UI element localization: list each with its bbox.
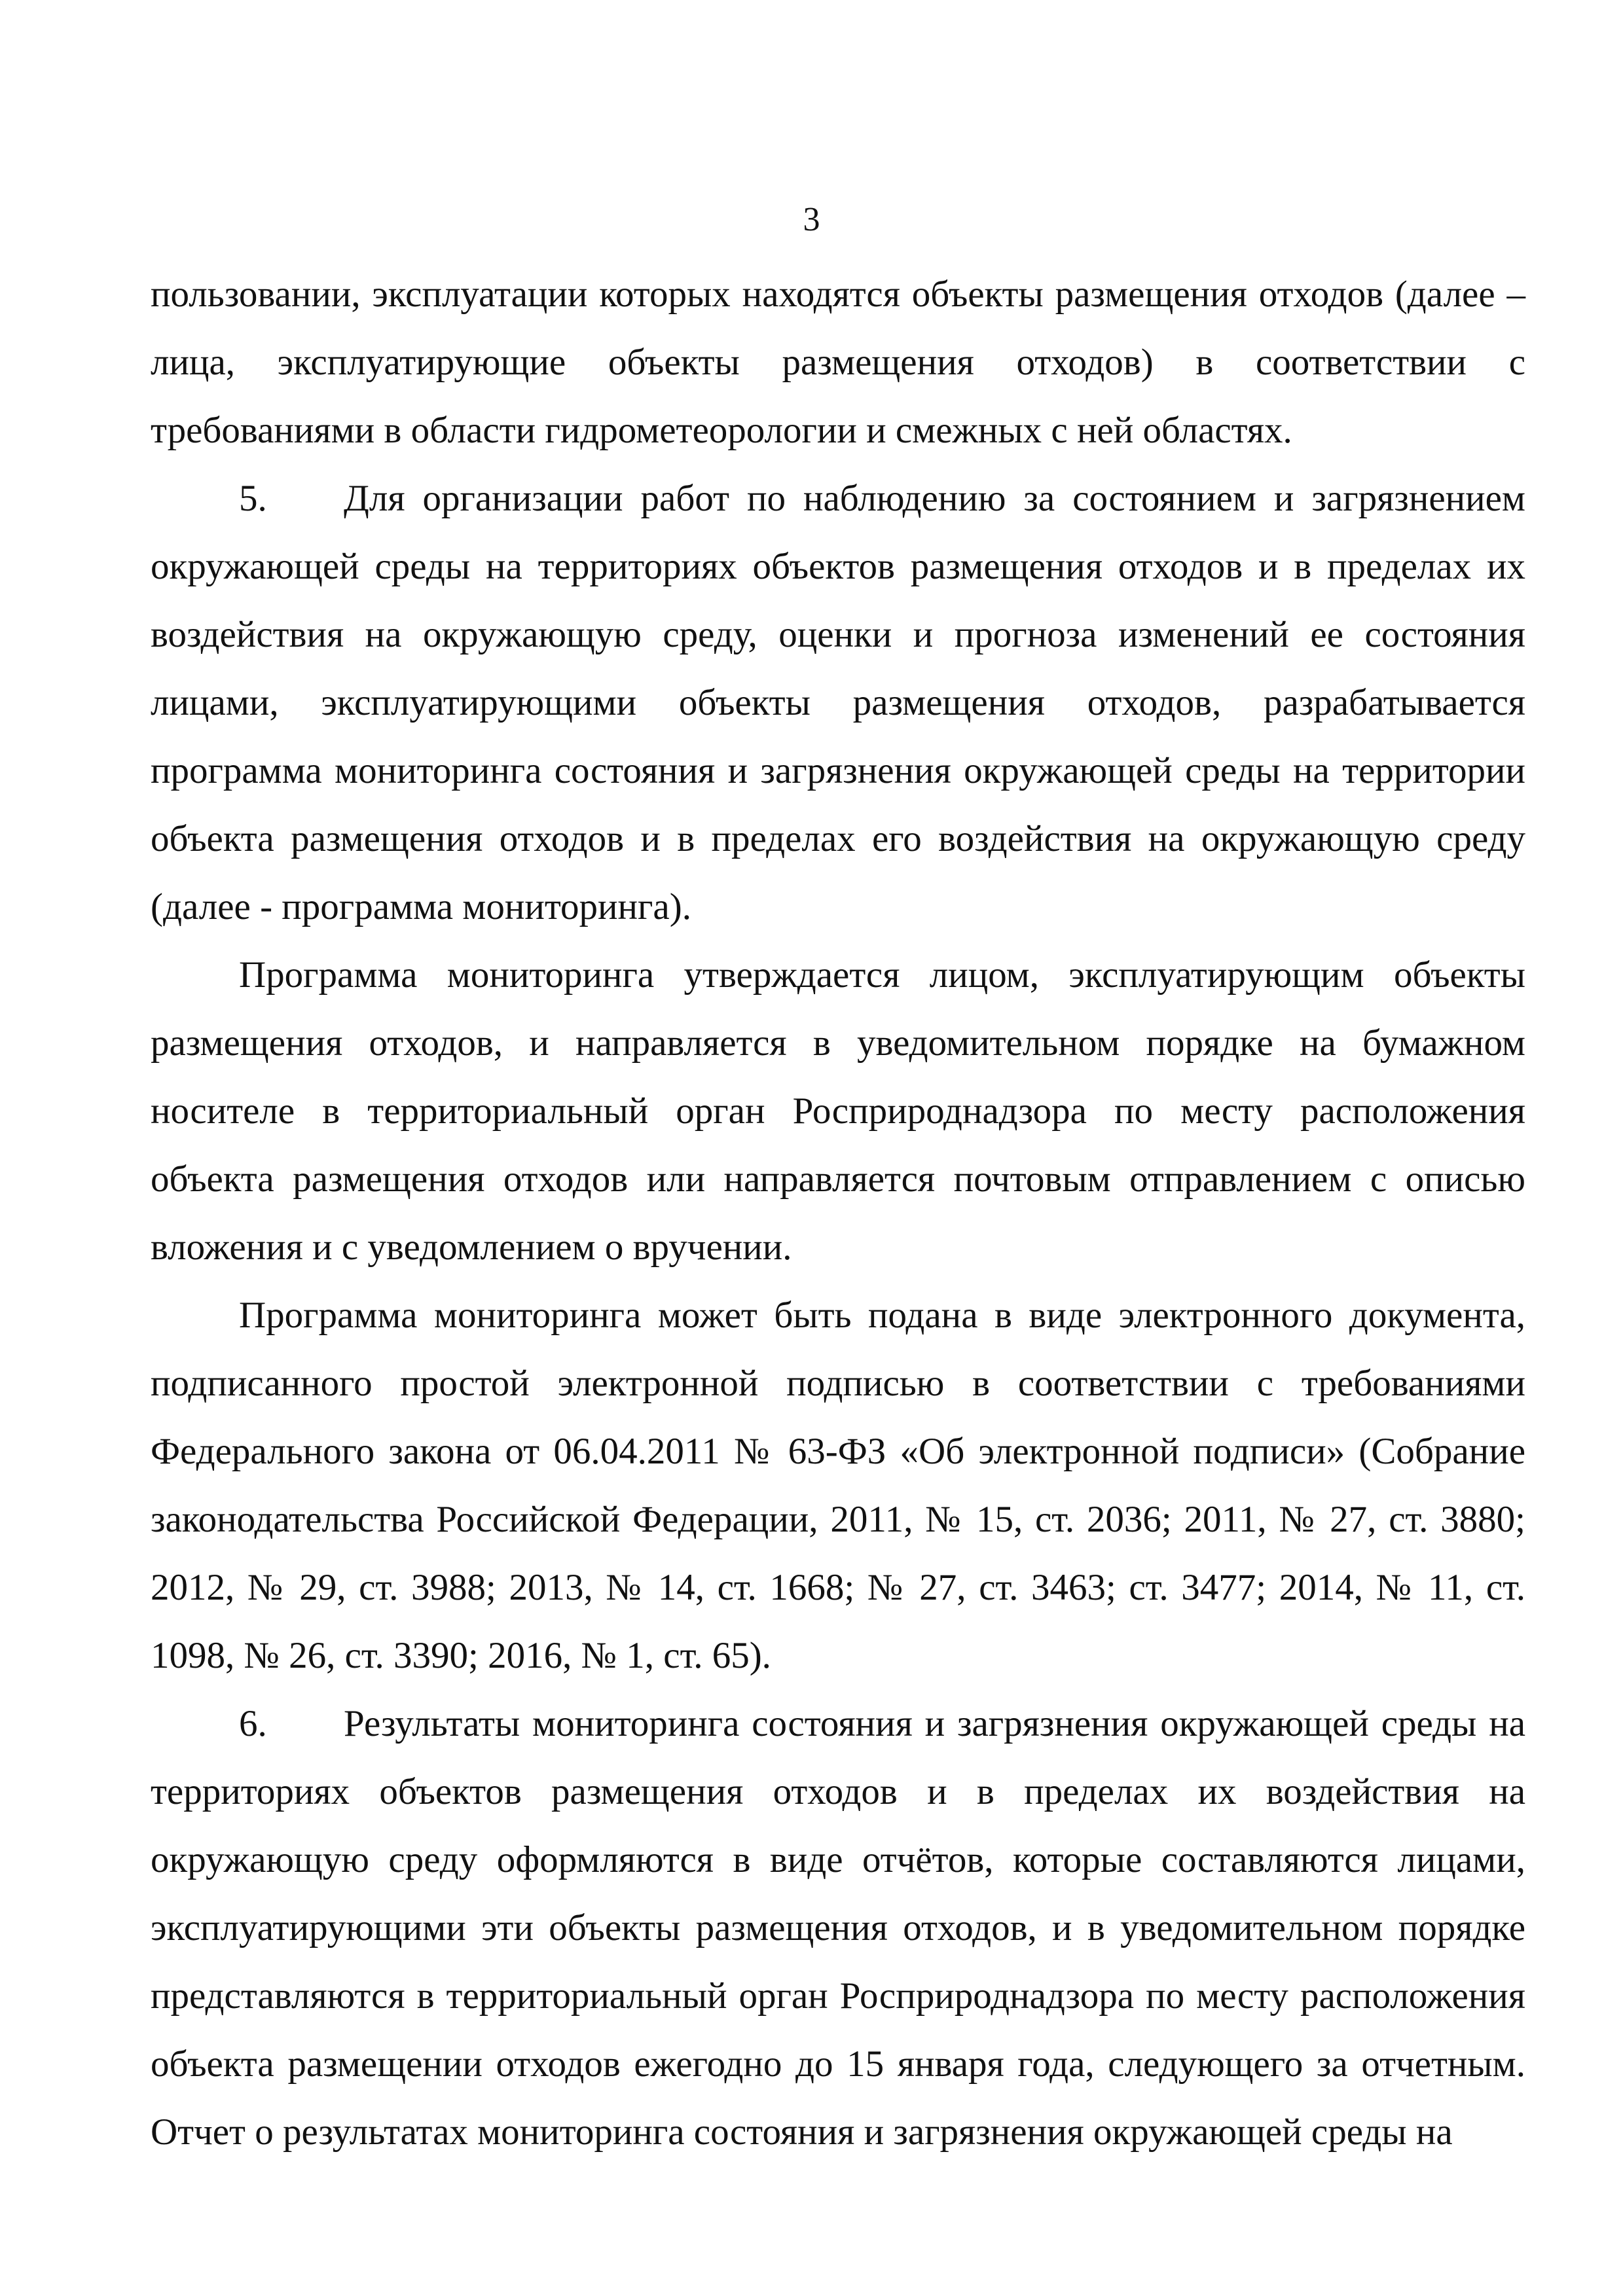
paragraph-number: 5. bbox=[239, 478, 267, 519]
paragraph-electronic-submission bbox=[151, 1282, 1525, 1690]
paragraph-program-approval bbox=[151, 941, 1525, 1282]
paragraph-continuation bbox=[151, 260, 1525, 465]
page-number: 3 bbox=[803, 201, 820, 238]
paragraph-text: Программа мониторинга утверждается лицом, эксплуатирующим объекты размещения отходов, и направляется в уведомительном порядке на бумажном носителе в территориальный орган Росприроднадзора по месту расположения объекта размещения отходов или направляется почтовым отправлением с описью вложения и с уведомлением о вручении. bbox=[151, 954, 1525, 1268]
paragraph-item-5 bbox=[151, 465, 1525, 941]
paragraph-text: Программа мониторинга может быть подана в виде электронного документа, подписанного простой электронной подписью в соответствии с требованиями Федерального закона от 06.04.2011 № 63-ФЗ «Об электронной подписи» (Собрание законодательства Российской Федерации, 2011, № 15, ст. 2036; 2011, № 27, ст. 3880; 2012, № 29, ст. 3988; 2013, № 14, ст. 1668; № 27, ст. 3463; ст. 3477; 2014, № 11, ст. 1098, № 26, ст. 3390; 2016, № 1, ст. 65). bbox=[151, 1295, 1525, 1676]
paragraph-text: Результаты мониторинга состояния и загрязнения окружающей среды на территориях объектов размещения отходов и в пределах их воздействия на окружающую среду оформляются в виде отчётов, которые составляются лицами, эксплуатирующими эти объекты размещения отходов, и в уведомительном порядке представляются в территориальный орган Росприроднадзора по месту расположения объекта размещении отходов ежегодно до 15 января года, следующего за отчетным. Отчет о результатах мониторинга состояния и загрязнения окружающей среды на bbox=[151, 1703, 1525, 2153]
paragraph-item-6 bbox=[151, 1690, 1525, 2166]
document-body bbox=[151, 260, 1525, 2166]
paragraph-number: 6. bbox=[239, 1703, 267, 1744]
paragraph-text: Для организации работ по наблюдению за состоянием и загрязнением окружающей среды на территориях объектов размещения отходов и в пределах их воздействия на окружающую среду, оценки и прогноза изменений ее состояния лицами, эксплуатирующими объекты размещения отходов, разрабатывается программа мониторинга состояния и загрязнения окружающей среды на территории объекта размещения отходов и в пределах его воздействия на окружающую среду (далее - программа мониторинга). bbox=[151, 478, 1525, 927]
paragraph-text: пользовании, эксплуатации которых находятся объекты размещения отходов (далее – лица, эксплуатирующие объекты размещения отходов) в соответствии с требованиями в области гидрометеорологии и смежных с ней областях. bbox=[151, 274, 1525, 451]
